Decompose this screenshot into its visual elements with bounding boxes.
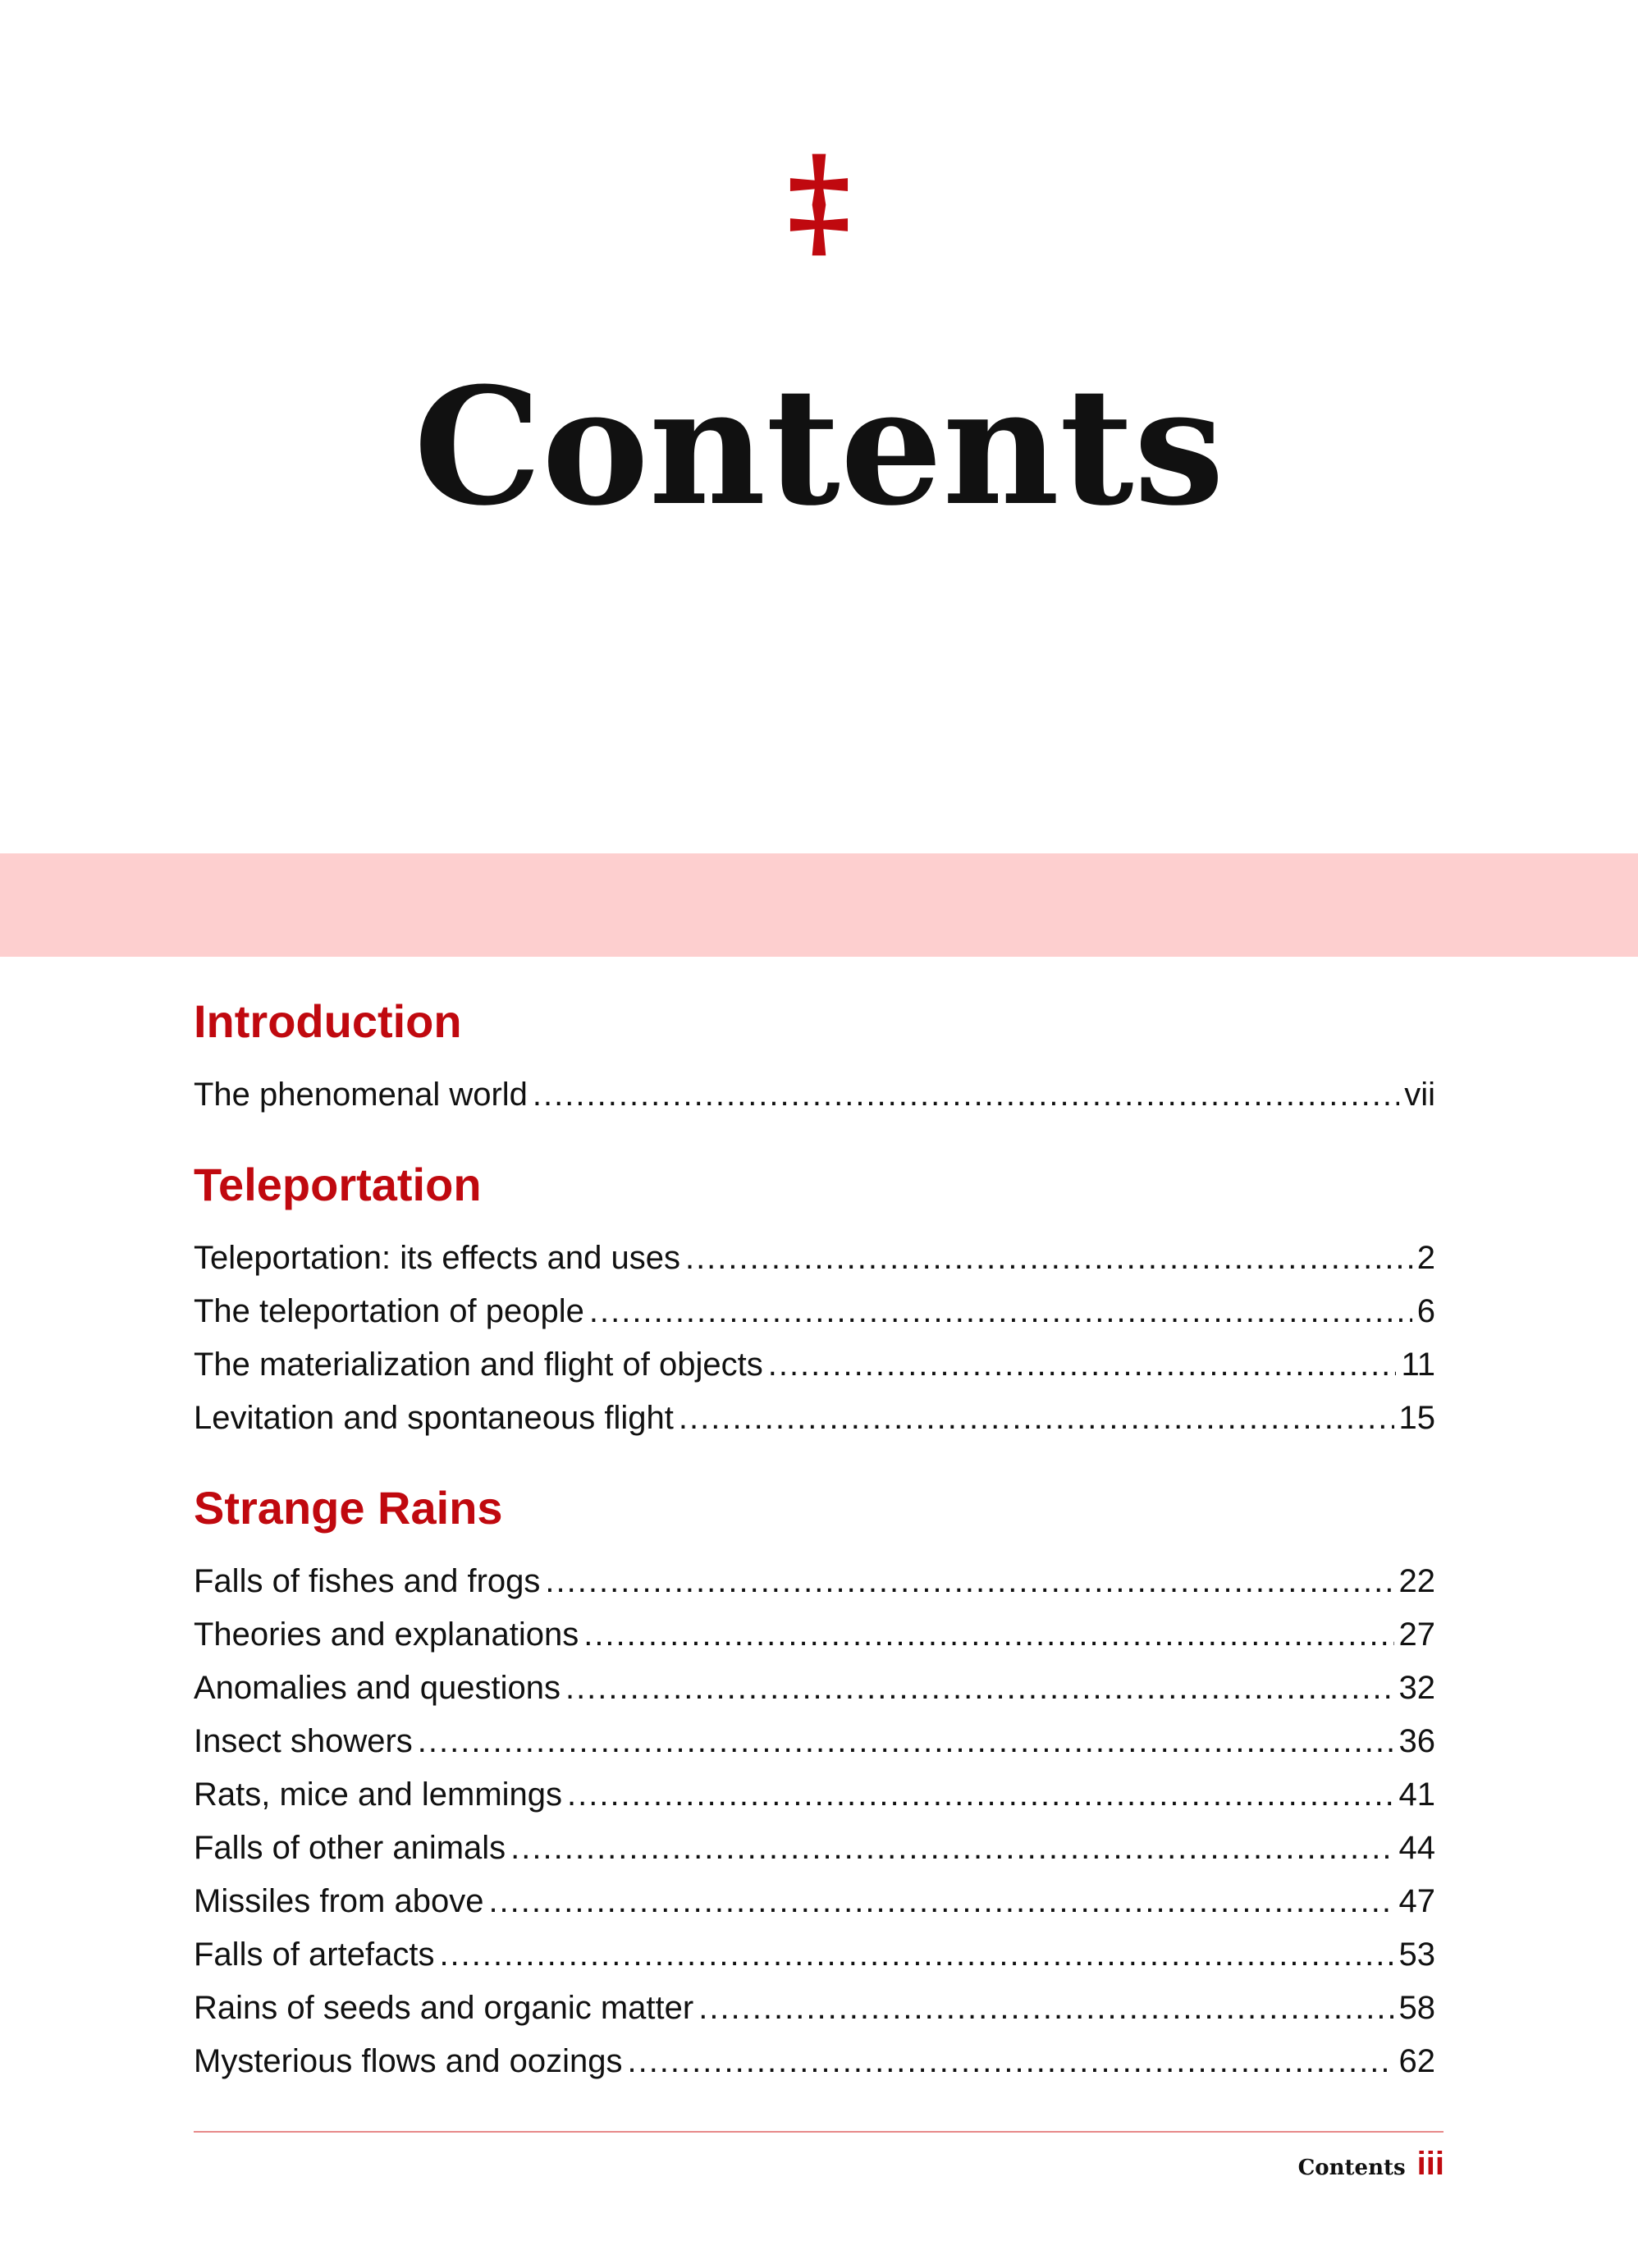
table-of-contents xyxy=(194,985,1435,2115)
toc-entry[interactable] xyxy=(194,1555,1435,1608)
entry-page-number: 15 xyxy=(1398,1400,1435,1436)
dot-leader xyxy=(627,2035,1393,2088)
dot-leader xyxy=(439,1928,1393,1982)
page-footer xyxy=(1298,2146,1444,2183)
entry-page-number: 22 xyxy=(1398,1563,1435,1599)
dot-leader xyxy=(533,1068,1399,1122)
toc-section-teleportation xyxy=(194,1148,1435,1445)
dot-leader xyxy=(565,1662,1394,1715)
entry-title: Mysterious flows and oozings xyxy=(194,2043,623,2079)
toc-entry[interactable] xyxy=(194,1662,1435,1715)
dot-leader xyxy=(418,1715,1394,1768)
running-head: Contents xyxy=(1297,2156,1406,2180)
entry-page-number: 32 xyxy=(1398,1670,1435,1706)
toc-entry[interactable] xyxy=(194,1338,1435,1392)
entry-title: Rains of seeds and organic matter xyxy=(194,1990,694,2026)
entry-page-number: 44 xyxy=(1398,1830,1435,1866)
entry-title: Levitation and spontaneous flight xyxy=(194,1400,674,1436)
dot-leader xyxy=(510,1822,1393,1875)
dot-leader xyxy=(698,1982,1393,2035)
toc-entry[interactable] xyxy=(194,1875,1435,1928)
entry-page-number: 62 xyxy=(1398,2043,1435,2079)
entry-title: The teleportation of people xyxy=(194,1293,584,1329)
section-heading: Teleportation xyxy=(194,1159,482,1210)
page-number: iii xyxy=(1416,2146,1444,2182)
entry-title: Falls of fishes and frogs xyxy=(194,1563,541,1599)
toc-entry[interactable] xyxy=(194,1285,1435,1338)
section-heading: Introduction xyxy=(194,995,462,1047)
dot-leader xyxy=(679,1392,1394,1445)
entry-title: Falls of other animals xyxy=(194,1830,506,1866)
dot-leader xyxy=(768,1338,1397,1392)
entry-title: Rats, mice and lemmings xyxy=(194,1776,563,1813)
dot-leader xyxy=(567,1768,1393,1822)
toc-entry[interactable] xyxy=(194,1068,1435,1122)
entry-title: Missiles from above xyxy=(194,1883,484,1919)
footer-rule xyxy=(194,2131,1444,2133)
dot-leader xyxy=(583,1608,1393,1662)
entry-page-number: 36 xyxy=(1398,1723,1435,1759)
toc-entry[interactable] xyxy=(194,1392,1435,1445)
section-heading: Strange Rains xyxy=(194,1482,503,1534)
entry-title: The phenomenal world xyxy=(194,1077,528,1113)
dot-leader xyxy=(685,1232,1412,1285)
toc-section-introduction xyxy=(194,985,1435,1122)
toc-entry[interactable] xyxy=(194,1928,1435,1982)
entry-page-number: 2 xyxy=(1416,1240,1435,1276)
entry-page-number: vii xyxy=(1404,1077,1435,1113)
toc-entry[interactable] xyxy=(194,1768,1435,1822)
dot-leader xyxy=(545,1555,1393,1608)
toc-entry[interactable] xyxy=(194,1715,1435,1768)
dot-leader xyxy=(589,1285,1412,1338)
toc-section-strange-rains xyxy=(194,1471,1435,2088)
dot-leader xyxy=(488,1875,1393,1928)
entry-title: The materialization and flight of objects xyxy=(194,1347,763,1383)
toc-entry[interactable] xyxy=(194,1232,1435,1285)
toc-entry[interactable] xyxy=(194,1822,1435,1875)
entry-title: Falls of artefacts xyxy=(194,1936,435,1973)
entry-page-number: 6 xyxy=(1416,1293,1435,1329)
toc-entry[interactable] xyxy=(194,1982,1435,2035)
entry-page-number: 47 xyxy=(1398,1883,1435,1919)
entry-title: Anomalies and questions xyxy=(194,1670,560,1706)
entry-title: Teleportation: its effects and uses xyxy=(194,1240,680,1276)
page-title: Contents xyxy=(414,353,1224,542)
entry-title: Theories and explanations xyxy=(194,1616,579,1653)
entry-page-number: 27 xyxy=(1398,1616,1435,1653)
double-dagger-ornament-icon: ‡ xyxy=(786,129,852,273)
entry-page-number: 58 xyxy=(1398,1990,1435,2026)
decorative-band xyxy=(0,853,1638,957)
entry-title: Insect showers xyxy=(194,1723,413,1759)
entry-page-number: 53 xyxy=(1398,1936,1435,1973)
entry-page-number: 11 xyxy=(1401,1347,1435,1383)
toc-entry[interactable] xyxy=(194,1608,1435,1662)
toc-entry[interactable] xyxy=(194,2035,1435,2088)
entry-page-number: 41 xyxy=(1398,1776,1435,1813)
